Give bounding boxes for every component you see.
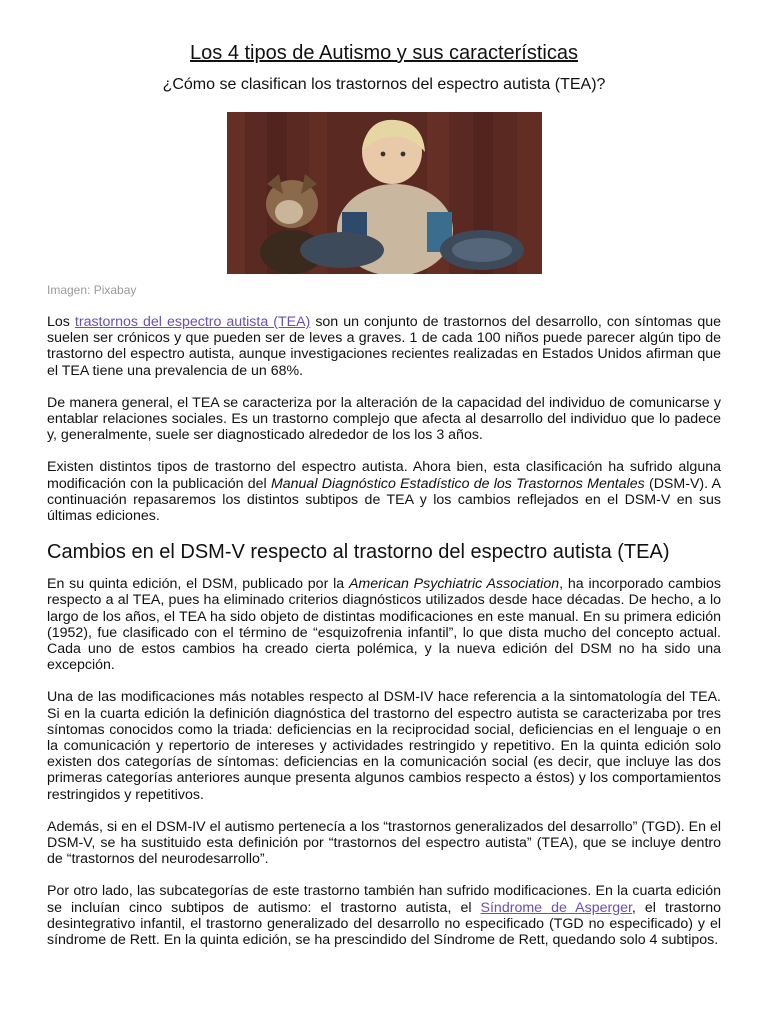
paragraph-subtypes-rest: , el trastorno desintegrativo infantil, el trastorno generalizado del desarrollo no especificado (TGD no especificado) y el síndrome de Rett. En la quinta edición, se ha prescindido del Síndrome de Rett, quedando solo 4 subtipos. bbox=[47, 899, 721, 949]
tea-link[interactable]: trastornos del espectro autista (TEA) bbox=[74, 314, 311, 330]
page-title: Los 4 tipos de Autismo y sus características bbox=[190, 42, 578, 64]
paragraph-types bbox=[47, 459, 721, 524]
paragraph-intro-rest: son un conjunto de trastornos del desarrollo, con síntomas que suelen ser crónicos y que pueden ser de leves a graves. 1 de cada 100 niños puede parecer algún tipo de trastorno del espectro autista, aunque investigaciones recientes realizadas en Estados Unidos afirman que el TEA tiene una prevalencia de un 68%. bbox=[47, 314, 721, 379]
asperger-link[interactable]: Síndrome de Asperger bbox=[480, 899, 632, 916]
paragraph-symptoms: Una de las modificaciones más notables respecto al DSM-IV hace referencia a la sintomatología del TEA. Si en la cuarta edición la definición diagnóstica del trastorno del espectro autista se caracterizaba por tres síntomas conocidos como la triada: deficiencias en la reciprocidad social, deficiencias en el lenguaje o en la comunicación y repertorio de intereses y actividades restringido y repetitivo. En la quinta edición solo existen dos categorías de síntomas: deficiencias en la comunicación social (es decir, que incluye las dos primeras categorías anteriores aunque presenta algunos cambios respecto a éstos) y los comportamientos restringidos y repetitivos. bbox=[47, 689, 721, 803]
paragraph-dsm-rest: , ha incorporado cambios respecto a al TEA, pues ha eliminado criterios diagnósticos utilizados desde hace décadas. De hecho, a lo largo de los años, el TEA ha sido objeto de distintas modificaciones en este manual. En su primera edición (1952), fue clasificado con el término de “esquizofrenia infantil”, lo que dista mucho del concepto actual. Cada uno de estos cambios ha creado cierta polémica, y la nueva edición del DSM no ha sido una excepción. bbox=[47, 576, 722, 674]
child-with-dog-photo bbox=[227, 112, 542, 274]
image-caption: Imagen: Pixabay bbox=[47, 283, 137, 297]
paragraph-intro bbox=[47, 314, 721, 379]
article-body bbox=[47, 314, 721, 964]
paragraph-intro-prefix: Los bbox=[47, 314, 75, 330]
paragraph-dsm-edition bbox=[47, 576, 721, 673]
section-heading: Cambios en el DSM-V respecto al trastorno del espectro autista (TEA) bbox=[47, 541, 670, 564]
paragraph-dsm-prefix: En su quinta edición, el DSM, publicado por la bbox=[47, 576, 349, 593]
paragraph-subtypes-prefix: Por otro lado, las subcategorías de este trastorno también han sufrido modificaciones. En la cuarta edición se incluían cinco subtipos de autismo: el trastorno autista, el bbox=[47, 883, 721, 916]
paragraph-general: De manera general, el TEA se caracteriza por la alteración de la capacidad del individuo de comunicarse y entablar relaciones sociales. Es un trastorno complejo que afecta al desarrollo del individuo que lo padece y, generalmente, suele ser diagnosticado alrededor de los los 3 años. bbox=[47, 394, 721, 444]
manual-title: Manual Diagnóstico Estadístico de los Trastornos Mentales bbox=[270, 475, 645, 492]
paragraph-types-prefix: Existen distintos tipos de trastorno del espectro autista. Ahora bien, esta clasificación ha sufrido alguna modificación con la publicación del bbox=[47, 459, 721, 492]
apa-name: American Psychiatric Association bbox=[348, 576, 560, 593]
paragraph-types-rest: (DSM-V). A continuación repasaremos los distintos subtipos de TEA y los cambios reflejados en el DSM-V en sus últimas ediciones. bbox=[47, 475, 721, 525]
paragraph-subtypes bbox=[47, 883, 721, 948]
paragraph-tgd: Además, si en el DSM-IV el autismo pertenecía a los “trastornos generalizados del desarrollo” (TGD). En el DSM-V, se ha sustituido esta definición por “trastornos del espectro autista” (TEA), que se incluye dentro de “trastornos del neurodesarrollo”. bbox=[47, 818, 721, 868]
page-subtitle: ¿Cómo se clasifican los trastornos del espectro autista (TEA)? bbox=[162, 76, 606, 93]
